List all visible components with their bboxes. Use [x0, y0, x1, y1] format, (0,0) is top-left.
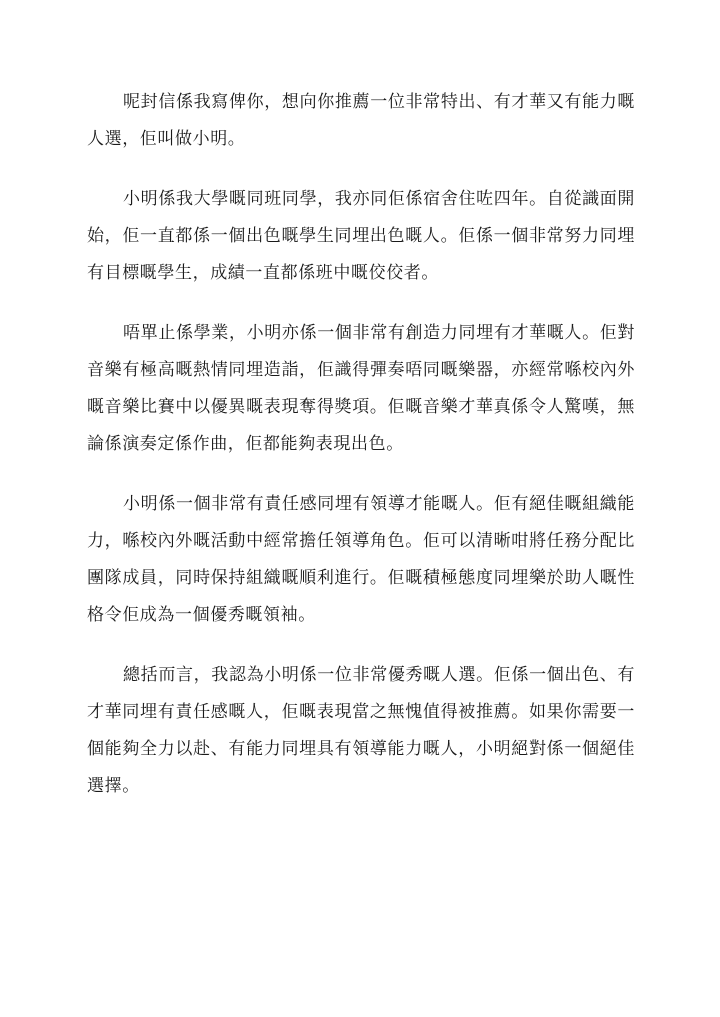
- paragraph-leadership: 小明係一個非常有責任感同埋有領導才能嘅人。佢有絕佳嘅組織能力，喺校內外嘅活動中經常擔任領導角色。佢可以清晰咁將任務分配比團隊成員，同時保持組織嘅順利進行。佢嘅積極態度同埋樂於助人嘅性格令佢成為一個優秀嘅領袖。: [87, 494, 635, 625]
- letter-body: [87, 84, 635, 828]
- paragraph-intro: 呢封信係我寫俾你，想向你推薦一位非常特出、有才華又有能力嘅人選，佢叫做小明。: [87, 92, 635, 149]
- paragraph-background: 小明係我大學嘅同班同學，我亦同佢係宿舍住咗四年。自從識面開始，佢一直都係一個出色嘅學生同埋出色嘅人。佢係一個非常努力同埋有目標嘅學生，成績一直都係班中嘅佼佼者。: [87, 189, 635, 283]
- paragraph-music-talent: 唔單止係學業，小明亦係一個非常有創造力同埋有才華嘅人。佢對音樂有極高嘅熱情同埋造詣，佢識得彈奏唔同嘅樂器，亦經常喺校內外嘅音樂比賽中以優異嘅表現奪得獎項。佢嘅音樂才華真係令人驚嘆，無論係演奏定係作曲，佢都能夠表現出色。: [87, 323, 635, 454]
- paragraph-conclusion: 總括而言，我認為小明係一位非常優秀嘅人選。佢係一個出色、有才華同埋有責任感嘅人，佢嘅表現當之無愧值得被推薦。如果你需要一個能夠全力以赴、有能力同埋具有領導能力嘅人，小明絕對係一個絕佳選擇。: [87, 665, 635, 796]
